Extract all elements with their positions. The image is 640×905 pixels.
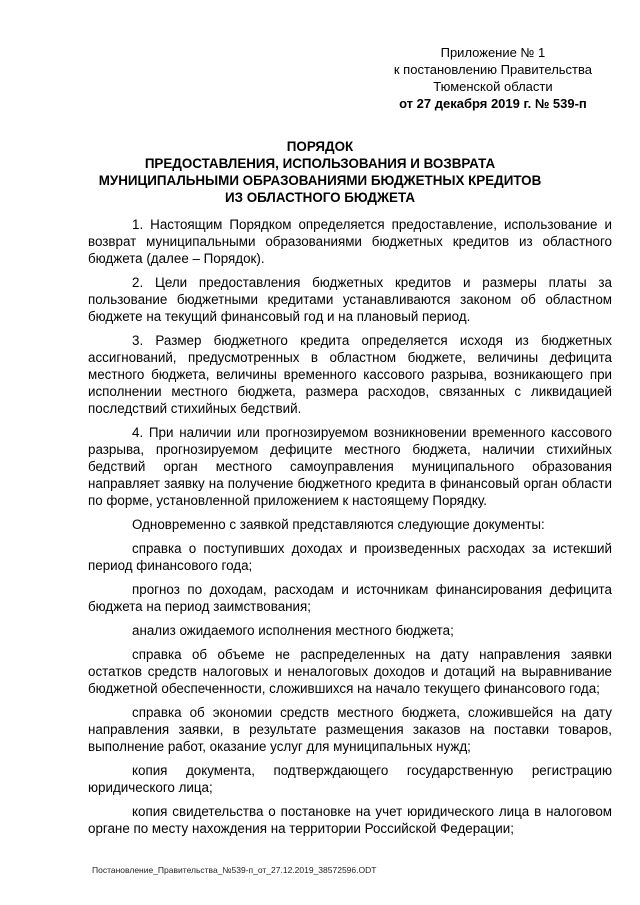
appendix-date: от 27 декабря 2019 г. № 539-п xyxy=(399,96,587,111)
document-list-item: анализ ожидаемого исполнения местного бюджета; xyxy=(132,623,454,638)
appendix-number: Приложение № 1 xyxy=(440,45,546,60)
title-line-2: ПРЕДОСТАВЛЕНИЯ, ИСПОЛЬЗОВАНИЯ И ВОЗВРАТА xyxy=(144,156,496,171)
document-list-item: справка о поступивших доходах и произведенных расходах за истекший период финансового года; xyxy=(88,541,612,573)
appendix-reference: к постановлению Правительства xyxy=(393,62,592,77)
document-body xyxy=(88,216,612,844)
document-list-item: справка об объеме не распределенных на дату направления заявки остатков средств налоговых и неналоговых доходов и дотаций на выравнивание бюджетной обеспеченности, сложившихся на начало текущего финансового года; xyxy=(88,647,612,696)
paragraph: 3. Размер бюджетного кредита определяется исходя из бюджетных ассигнований, предусмотренных в областном бюджете, величины дефицита местного бюджета, величины временного кассового разрыва, возникающего при исполнении местного бюджета, размера расходов, связанных с ликвидацией последствий стихийных бедствий. xyxy=(88,333,612,416)
title-line-1: ПОРЯДОК xyxy=(286,139,354,154)
document-list-item: копия свидетельства о постановке на учет юридического лица в налоговом органе по месту нахождения на территории Российской Федерации; xyxy=(88,804,612,836)
appendix-region: Тюменской области xyxy=(433,79,553,94)
paragraph: Одновременно с заявкой представляются следующие документы: xyxy=(132,517,545,532)
document-list-item: справка об экономии средств местного бюджета, сложившейся на дату направления заявки, в результате размещения заказов на поставки товаров, выполнение работ, оказание услуг для муниципальных нужд; xyxy=(88,705,612,754)
appendix-header xyxy=(394,44,592,112)
title-line-3: МУНИЦИПАЛЬНЫМИ ОБРАЗОВАНИЯМИ БЮДЖЕТНЫХ КРЕДИТОВ xyxy=(98,173,542,188)
paragraph: 4. При наличии или прогнозируемом возникновении временного кассового разрыва, прогнозируемом дефиците местного бюджета, наличии стихийных бедствий орган местного самоуправления муниципального образования направляет заявку на получение бюджетного кредита в финансовый орган области по форме, установленной приложением к настоящему Порядку. xyxy=(88,425,612,508)
page-footer: Постановление_Правительства_№539-п_от_27.12.2019_38572596.ODT xyxy=(92,865,377,875)
document-list-item: копия документа, подтверждающего государственную регистрацию юридического лица; xyxy=(88,763,612,795)
paragraph: 1. Настоящим Порядком определяется предоставление, использование и возврат муниципальными образованиями бюджетных кредитов из областного бюджета (далее – Порядок). xyxy=(88,217,612,266)
document-title xyxy=(40,138,600,206)
paragraph: 2. Цели предоставления бюджетных кредитов и размеры платы за пользование бюджетными кредитами устанавливаются законом об областном бюджете на текущий финансовый год и на плановый период. xyxy=(88,275,612,324)
title-line-4: ИЗ ОБЛАСТНОГО БЮДЖЕТА xyxy=(224,190,415,205)
document-list-item: прогноз по доходам, расходам и источникам финансирования дефицита бюджета на период заимствования; xyxy=(88,582,612,614)
